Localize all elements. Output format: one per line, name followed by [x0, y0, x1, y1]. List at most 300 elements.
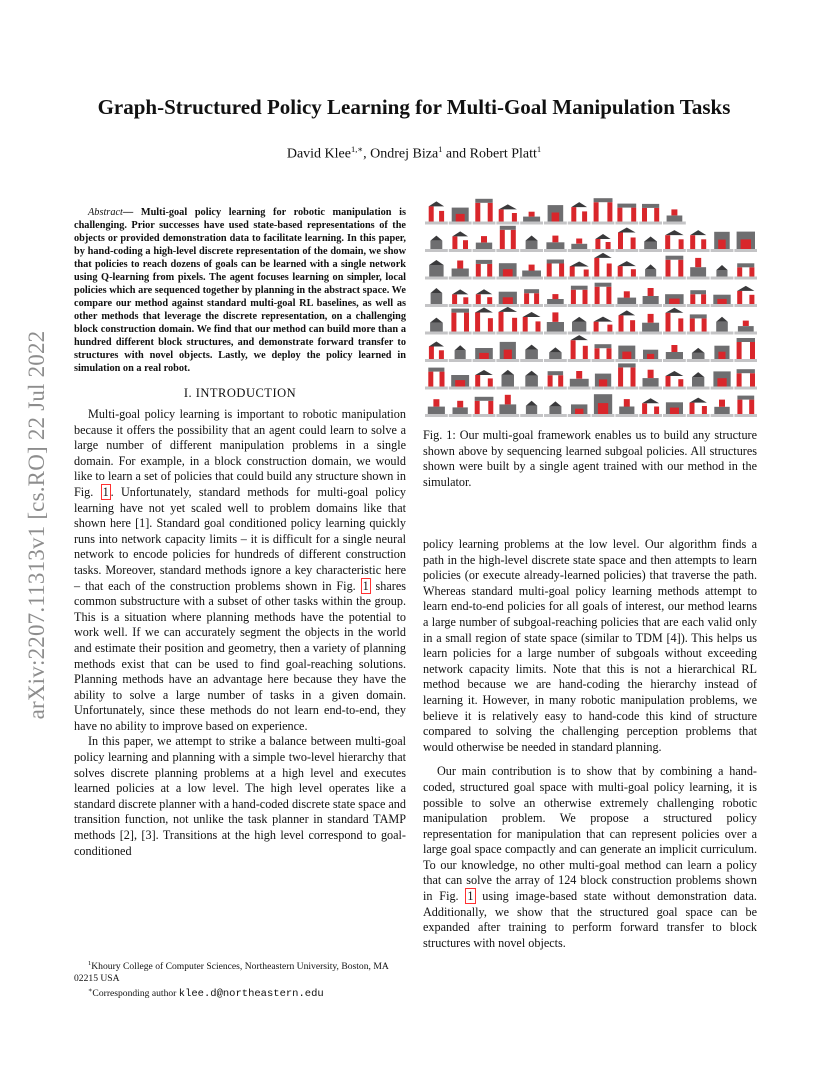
gray-block	[737, 263, 754, 267]
red-block	[481, 236, 487, 242]
structure-floor	[425, 332, 448, 335]
structure-floor	[615, 359, 638, 362]
gray-block	[714, 407, 729, 414]
gray-block	[549, 352, 561, 359]
structure-floor	[639, 387, 662, 390]
red-block	[701, 239, 706, 249]
red-block	[504, 350, 512, 359]
structure-floor	[496, 332, 519, 335]
figure-link[interactable]: 1	[362, 578, 369, 593]
structure-floor	[473, 332, 496, 335]
structure-floor	[592, 359, 615, 362]
red-block	[475, 375, 480, 387]
structure-floor	[496, 277, 519, 280]
structure-floor	[734, 249, 757, 252]
red-block	[499, 209, 504, 221]
gray-block	[595, 283, 612, 287]
gray-block	[572, 322, 586, 332]
structure-roof	[523, 312, 541, 317]
red-block	[475, 401, 480, 414]
structure-floor	[639, 359, 662, 362]
structure-floor	[520, 332, 543, 335]
arxiv-sidebar-stamp	[22, 295, 52, 755]
red-block	[717, 299, 726, 304]
structure-floor	[425, 222, 448, 225]
red-block	[617, 208, 622, 222]
gray-block	[524, 289, 539, 293]
right-paragraph-2	[423, 764, 757, 951]
structure-floor	[615, 332, 638, 335]
structure-floor	[711, 304, 734, 307]
structure-floor	[544, 277, 567, 280]
structure-roof	[571, 202, 587, 207]
abstract	[74, 206, 406, 375]
red-block	[690, 318, 695, 331]
structure-floor	[592, 249, 615, 252]
structure-floor	[639, 332, 662, 335]
gray-block	[547, 260, 564, 264]
structure-roof	[618, 228, 636, 233]
red-block	[678, 318, 683, 331]
red-block	[433, 399, 439, 406]
gray-block	[642, 204, 659, 208]
text-run: Our main contribution is to show that by combining a hand-coded, structured goal space with multi-goal policy learning, it is possible to solve an otherwise extremely challenging robotic manipulation problem. We propose a structured policy representation for manipulation that can represent policies over a large goal space compactly and can generate an implicit curriculum. To our knowledge, no other multi-goal method can learn a policy that can solve the array of 124 block construction problems shown in Fig.	[423, 764, 757, 904]
footnote-text: Corresponding author	[92, 988, 179, 1000]
structure-floor	[425, 414, 448, 417]
red-block	[749, 400, 754, 414]
gray-block	[643, 296, 659, 304]
structure-roof	[476, 289, 492, 294]
structure-floor	[639, 277, 662, 280]
structure-roof	[642, 398, 659, 403]
red-block	[665, 235, 670, 249]
red-block	[598, 403, 608, 414]
red-block	[558, 375, 563, 386]
structure-floor	[615, 387, 638, 390]
author-affiliation: 1	[438, 144, 443, 154]
gray-block	[666, 256, 684, 260]
red-block	[749, 295, 754, 304]
structure-floor	[496, 304, 519, 307]
structure-floor	[592, 304, 615, 307]
structure-roof	[455, 345, 466, 350]
red-block	[552, 294, 558, 299]
structure-floor	[687, 332, 710, 335]
abstract-label: Abstract	[88, 207, 123, 218]
gray-block	[716, 270, 727, 277]
structure-floor	[568, 249, 591, 252]
red-block	[631, 238, 636, 250]
gray-block	[525, 376, 538, 387]
red-block	[718, 352, 725, 359]
structure-floor	[449, 277, 472, 280]
structure-roof	[549, 347, 561, 352]
red-block	[624, 399, 630, 407]
structure-floor	[711, 277, 734, 280]
red-block	[583, 346, 588, 359]
gray-block	[453, 407, 468, 414]
structure-floor	[473, 387, 496, 390]
red-block	[503, 297, 513, 304]
red-block	[607, 202, 612, 221]
gray-block	[523, 217, 540, 222]
structure-roof	[526, 401, 537, 406]
structure-floor	[592, 332, 615, 335]
red-block	[488, 378, 493, 386]
gray-block	[430, 323, 443, 332]
footnote-corresponding	[74, 985, 406, 1000]
structure-floor	[449, 359, 472, 362]
red-block	[429, 347, 434, 360]
red-block	[648, 314, 654, 323]
red-block	[743, 321, 749, 326]
gray-block	[526, 241, 538, 250]
red-block	[737, 291, 742, 304]
text-run: shares common substructure with a subset of other tasks within the group. This is a situation where planning methods have the potential to work well. If we can accurately segment the objects in the world and estimate their position and geometry, then a variety of planning methods exist that can be used to find goal-reaching solutions. Planning methods have an advantage here because they have the ability to solve a large number of tasks in a given domain. Unfortunately, since these methods do not learn end-to-end, they have no ability to improve based on experience.	[74, 578, 406, 733]
red-block	[529, 212, 535, 217]
red-block	[571, 340, 576, 359]
footnotes	[74, 958, 406, 1000]
structure-roof	[594, 317, 613, 322]
red-block	[678, 260, 683, 277]
red-block	[642, 403, 647, 414]
structure-floor	[449, 414, 472, 417]
structure-floor	[473, 304, 496, 307]
red-block	[741, 239, 751, 249]
structure-roof	[430, 236, 442, 241]
red-block	[701, 294, 706, 304]
red-block	[583, 290, 588, 304]
structure-floor	[496, 387, 519, 390]
gray-block	[570, 379, 589, 387]
structure-floor	[711, 332, 734, 335]
structure-roof	[572, 317, 586, 322]
red-block	[488, 203, 493, 222]
structure-floor	[663, 332, 686, 335]
structure-floor	[639, 249, 662, 252]
red-block	[523, 317, 528, 332]
author-line	[60, 144, 768, 163]
red-block	[750, 342, 755, 359]
structure-roof	[690, 398, 707, 403]
structure-roof	[429, 260, 443, 265]
structure-floor	[496, 222, 519, 225]
structure-floor	[687, 414, 710, 417]
gray-block	[571, 286, 588, 290]
gray-block	[429, 265, 443, 277]
gray-block	[595, 344, 612, 348]
structure-roof	[737, 286, 754, 291]
section-heading: I. INTRODUCTION	[183, 386, 297, 400]
red-block	[464, 313, 469, 332]
structure-floor	[687, 387, 710, 390]
structure-roof	[431, 288, 443, 293]
red-block	[452, 236, 457, 249]
gray-block	[500, 226, 516, 230]
red-block	[666, 376, 671, 387]
red-block	[717, 378, 726, 386]
structure-floor	[711, 414, 734, 417]
red-block	[666, 313, 671, 332]
structure-floor	[449, 332, 472, 335]
red-block	[690, 403, 695, 414]
gray-block	[522, 271, 541, 277]
text-run: . Unfortunately, standard methods for multi-goal policy learning have not yet scaled well to problem domains like that shown here [1]. Standard goal conditioned policy learning quickly runs into network capacity limits – it is difficult for a single neural network to encode policies for hundreds of different construction tasks. Moreover, standard methods ignore a key characteristic here – that each of the construction problems shown in Fig.	[74, 484, 406, 593]
red-block	[439, 211, 444, 222]
structure-floor	[711, 249, 734, 252]
red-block	[552, 213, 560, 222]
red-block	[606, 287, 611, 304]
red-block	[547, 264, 552, 277]
structure-floor	[687, 359, 710, 362]
structure-floor	[496, 359, 519, 362]
red-block	[671, 345, 677, 352]
gray-block	[549, 406, 561, 414]
red-block	[512, 318, 517, 332]
structure-roof	[549, 401, 561, 406]
structure-floor	[568, 332, 591, 335]
gray-block	[643, 378, 659, 386]
red-block	[631, 208, 636, 222]
gray-block	[618, 363, 636, 367]
gray-block	[430, 241, 442, 249]
red-block	[575, 409, 583, 414]
gray-block	[428, 407, 445, 414]
gray-block	[499, 404, 516, 414]
gray-block	[690, 267, 706, 276]
structure-floor	[592, 222, 615, 225]
structure-floor	[639, 304, 662, 307]
structure-floor	[734, 332, 757, 335]
structure-floor	[544, 387, 567, 390]
arxiv-id: arXiv:2207.11313v1 [cs.RO] 22 Jul 2022	[24, 330, 49, 720]
red-block	[737, 400, 742, 414]
gray-block	[475, 397, 494, 401]
gray-block	[667, 216, 683, 222]
structure-roof	[475, 370, 493, 375]
red-block	[488, 401, 493, 414]
red-block	[642, 208, 647, 222]
gray-block	[642, 323, 659, 332]
gray-block	[455, 350, 466, 359]
structure-floor	[473, 359, 496, 362]
structure-roof	[690, 230, 706, 235]
gray-block	[666, 352, 683, 359]
red-block	[456, 214, 465, 222]
red-block	[576, 239, 582, 244]
structure-floor	[568, 359, 591, 362]
structure-roof	[571, 335, 588, 340]
structure-floor	[520, 359, 543, 362]
figure-link[interactable]: 1	[102, 484, 109, 499]
red-block	[499, 312, 504, 332]
left-column	[74, 206, 406, 859]
structure-roof	[619, 310, 636, 315]
structure-floor	[663, 277, 686, 280]
red-block	[552, 312, 558, 322]
structure-floor	[592, 387, 615, 390]
red-block	[599, 379, 607, 386]
red-block	[654, 407, 659, 415]
structure-floor	[663, 414, 686, 417]
red-block	[719, 400, 725, 407]
structure-roof	[618, 261, 636, 266]
red-block	[737, 267, 742, 276]
structure-floor	[663, 304, 686, 307]
red-block	[576, 371, 582, 379]
red-block	[512, 213, 517, 222]
gray-block	[737, 369, 755, 373]
gray-block	[594, 198, 613, 202]
red-block	[594, 202, 599, 221]
structure-floor	[687, 249, 710, 252]
paper-title: Graph-Structured Policy Learning for Multi-Goal Manipulation Tasks	[97, 95, 731, 119]
red-block	[594, 258, 599, 277]
intro-paragraph-2: In this paper, we attempt to strike a balance between multi-goal policy learning and planning with a simple two-level hierarchy that solves discrete planning problems at a high level and executes learned policies at a low level. The high level operates like a standard discrete planner with a hand-coded discrete state space and transition function, not unlike the task planner in standard TAMP methods [2], [3]. Transitions at the high level correspond to goal-conditioned	[74, 734, 406, 858]
structure-floor	[639, 222, 662, 225]
structure-floor	[615, 304, 638, 307]
red-block	[503, 269, 513, 276]
structure-floor	[449, 304, 472, 307]
structure-floor	[711, 387, 734, 390]
structure-roof	[475, 308, 493, 313]
gray-block	[548, 371, 564, 375]
structure-roof	[525, 371, 538, 376]
red-block	[594, 322, 599, 332]
red-block	[690, 294, 695, 304]
gray-block	[617, 204, 636, 208]
red-block	[559, 264, 564, 277]
structure-roof	[452, 289, 468, 294]
red-block	[479, 353, 489, 359]
structure-roof	[665, 230, 683, 235]
structure-floor	[734, 387, 757, 390]
figure-caption: Fig. 1: Our multi-goal framework enables us to build any structure shown above by sequencing learned subgoal policies. All structures shown were built by a single agent trained with our method in the simulator.	[423, 428, 757, 489]
structure-roof	[644, 236, 657, 241]
gray-block	[617, 298, 636, 304]
red-block	[607, 325, 612, 332]
gray-block	[526, 406, 537, 414]
structure-floor	[544, 332, 567, 335]
right-column	[423, 537, 757, 951]
structure-floor	[520, 304, 543, 307]
structure-floor	[473, 222, 496, 225]
structure-floor	[734, 414, 757, 417]
red-block	[669, 299, 680, 304]
red-block	[690, 235, 695, 249]
red-block	[570, 267, 575, 277]
author-name: Ondrej Biza	[370, 146, 439, 162]
text-run: Multi-goal policy learning is important to robotic manipulation because it offers the possibility that an agent could learn to solve a large number of different manipulation problems in a single domain. For example, in a block construction domain, we would like to learn a set of policies that could build any structure shown in Fig.	[74, 407, 406, 499]
structure-floor	[473, 414, 496, 417]
red-block	[536, 321, 541, 331]
red-block	[524, 293, 529, 304]
gray-block	[690, 314, 707, 318]
gray-block	[692, 377, 704, 386]
red-block	[679, 239, 684, 249]
red-block	[737, 373, 742, 386]
figure-1-structures-grid	[423, 198, 757, 418]
structure-floor	[615, 414, 638, 417]
red-block	[654, 208, 659, 222]
structure-floor	[449, 222, 472, 225]
structure-floor	[425, 304, 448, 307]
red-block	[695, 258, 701, 267]
gray-block	[645, 269, 656, 276]
red-block	[476, 264, 481, 277]
gray-block	[476, 260, 492, 264]
structure-floor	[711, 359, 734, 362]
structure-roof	[502, 370, 515, 375]
red-block	[618, 233, 623, 250]
email-link[interactable]: klee.d@northeastern.edu	[178, 988, 324, 1001]
red-block	[455, 380, 465, 386]
structure-floor	[568, 277, 591, 280]
right-paragraph-1: policy learning problems at the low level. Our algorithm finds a path in the high-level discrete state space and then attempts to learn policies (or execute already-learned policies) that traverse the path. Whereas standard multi-goal policy learning methods attempt to learn end-to-end policies for all goals of interest, our method learns a large number of subgoal-reaching policies that are each valid only in a small region of state space (similar to TDM [4]). This helps us learn policies for a large number of subgoals without exceeding network capacity limits. Note that this is not a hierarchical RL method because we are hand-coding the hierarchy instead of learning it. However, in many robotic manipulation problems, we believe it is relatively easy to hand-code this kind of structure compared to solving the challenging perception problems that would otherwise be needed in standard planning.	[423, 537, 757, 754]
red-block	[488, 318, 493, 331]
structure-floor	[663, 359, 686, 362]
structure-roof	[665, 308, 683, 313]
red-block	[606, 242, 611, 249]
red-block	[702, 318, 707, 331]
intro-paragraph-1	[74, 407, 406, 734]
red-block	[678, 379, 683, 386]
gray-block	[690, 290, 706, 294]
structure-floor	[544, 414, 567, 417]
red-block	[584, 270, 589, 277]
gray-block	[451, 309, 469, 313]
abstract-text: Multi-goal policy learning for robotic manipulation is challenging. Prior successes have used state-based representations of the objects or provided demonstration data to facilitate learning. In this paper, by hand-coding a high-level discrete representation of the domain, we show that policies to reach dozens of goals can be learned with a single network using Q-learning from pixels. The agent focuses learning on simpler, local policies which are sequenced together by planning in the abstract space. We compare our method against standard multi-goal RL baselines, as well as other methods that leverage the discrete representation, on a challenging block construction domain. We find that our method can build more than a hundred different block structures, and demonstrate forward transfer to structures with novel objects. Lastly, we deploy the policy learned in simulation on a real robot.	[74, 207, 407, 374]
structure-floor	[687, 277, 710, 280]
structure-floor	[592, 277, 615, 280]
structure-floor	[425, 387, 448, 390]
gray-block	[475, 199, 492, 203]
red-block	[666, 260, 671, 277]
structure-floor	[544, 359, 567, 362]
red-block	[457, 401, 463, 408]
structure-floor	[544, 249, 567, 252]
structure-floor	[520, 222, 543, 225]
structure-floor	[734, 359, 757, 362]
gray-block	[525, 350, 538, 359]
gray-block	[737, 338, 755, 342]
figure-link[interactable]: 1	[467, 889, 474, 904]
structure-roof	[525, 345, 538, 350]
structure-floor	[473, 277, 496, 280]
structure-roof	[594, 253, 611, 258]
red-block	[607, 264, 612, 277]
structure-roof	[716, 317, 728, 322]
red-block	[457, 261, 463, 269]
author-separator: and	[442, 146, 470, 162]
red-block	[476, 294, 481, 304]
red-block	[451, 313, 456, 332]
red-block	[500, 230, 505, 249]
gray-block	[431, 293, 443, 304]
red-block	[505, 395, 511, 405]
structure-floor	[639, 414, 662, 417]
structure-floor	[663, 249, 686, 252]
red-block	[475, 313, 480, 332]
footnote-affiliation	[74, 958, 406, 985]
footnote-marker: 1	[88, 960, 92, 967]
red-block	[718, 240, 726, 249]
structure-floor	[734, 304, 757, 307]
structure-floor	[663, 387, 686, 390]
red-block	[750, 373, 755, 386]
structure-floor	[568, 387, 591, 390]
structure-floor	[520, 277, 543, 280]
